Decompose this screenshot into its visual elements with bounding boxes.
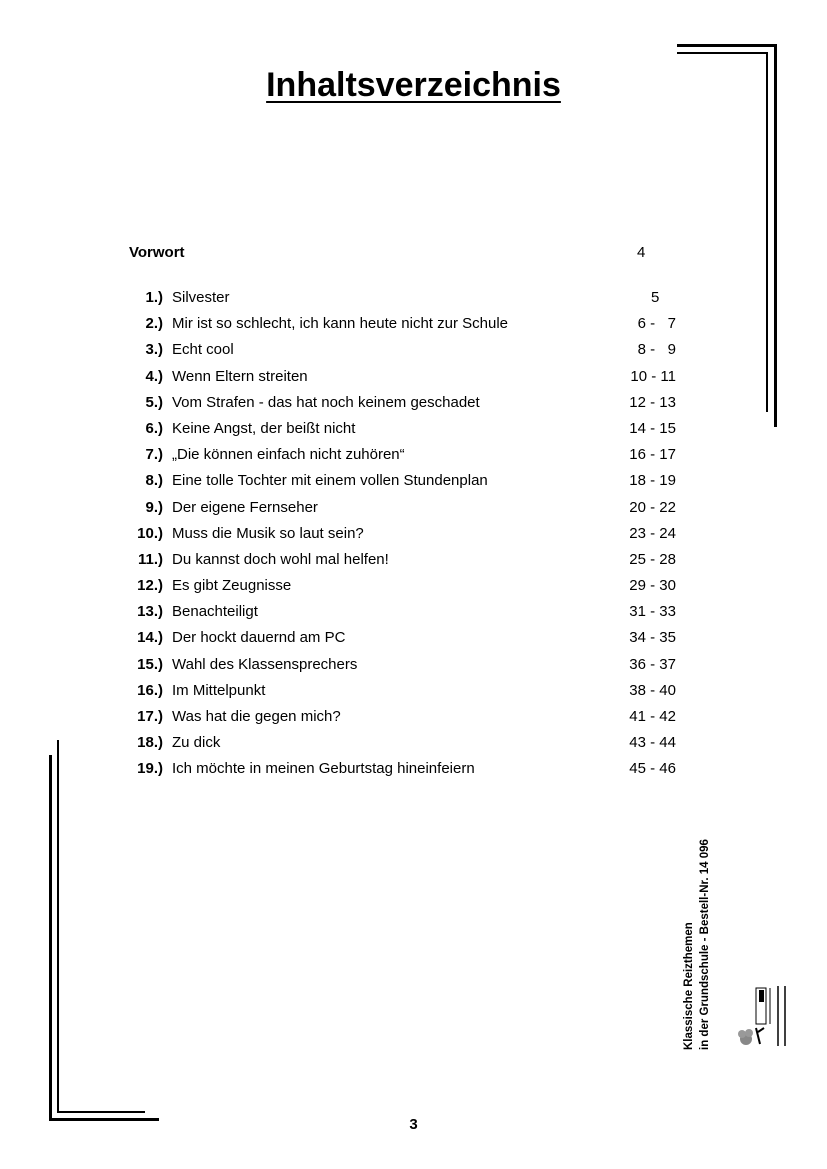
table-of-contents [0,289,827,787]
toc-entry [0,577,827,603]
toc-entry [0,734,827,760]
toc-entry [0,656,827,682]
toc-entry-number: 12.) [137,577,163,595]
toc-entry-pages: 29 - 30 [629,577,676,595]
toc-entry-number: 17.) [137,708,163,725]
toc-entry-pages: 34 - 35 [629,629,676,647]
toc-entry-pages: 10 - 11 [630,367,676,385]
toc-entry [0,289,827,315]
frame-line-left-inner [57,740,59,1113]
toc-entry [0,499,827,525]
toc-entry [0,682,827,708]
toc-entry-pages: 12 - 13 [629,393,676,411]
vorwort-label: Vorwort [129,244,185,261]
toc-entry-number: 4.) [145,367,163,385]
toc-entry-number: 15.) [137,655,163,673]
toc-entry-number: 3.) [145,341,163,359]
toc-entry-title: „Die können einfach nicht zuhören“ [172,446,405,464]
toc-entry-title: Keine Angst, der beißt nicht [172,419,356,437]
toc-entry-pages: 23 - 24 [629,524,676,542]
toc-entry [0,394,827,420]
toc-entry-title: Du kannst doch wohl mal helfen! [172,550,389,568]
frame-line-top-inner [677,52,768,54]
toc-entry-number: 9.) [145,498,163,516]
toc-entry-pages: 8 - 9 [637,341,676,359]
toc-entry-pages: 18 - 19 [629,472,676,490]
toc-entry-pages: 14 - 15 [629,419,676,437]
frame-line-bottom-inner [57,1111,145,1113]
toc-entry-title: Silvester [172,289,230,306]
toc-entry-pages: 45 - 46 [629,760,676,778]
sidebar-book-info [682,839,712,1050]
toc-entry [0,446,827,472]
toc-entry-title: Es gibt Zeugnisse [172,577,292,595]
toc-entry-title: Im Mittelpunkt [172,681,266,699]
toc-entry-pages: 16 - 17 [629,446,676,464]
kohl-logo-icon [736,982,790,1050]
sidebar-order-number: in der Grundschule - Bestell-Nr. 14 096 [699,839,711,1050]
toc-entry-title: Eine tolle Tochter mit einem vollen Stundenplan [172,472,488,490]
toc-entry-title: Der eigene Fernseher [172,498,318,516]
toc-entry-title: Muss die Musik so laut sein? [172,524,364,542]
toc-entry-pages: 5 [650,289,676,306]
toc-entry-pages: 20 - 22 [629,498,676,516]
toc-entry-title: Wahl des Klassensprechers [172,655,358,673]
toc-entry-title: Was hat die gegen mich? [172,708,341,725]
toc-entry [0,629,827,655]
frame-line-top-outer [677,44,777,47]
toc-entry-pages: 41 - 42 [629,708,676,725]
toc-entry [0,420,827,446]
toc-entry-title: Wenn Eltern streiten [172,367,308,385]
toc-entry-title: Ich möchte in meinen Geburtstag hineinfeiern [172,760,475,778]
toc-entry-number: 16.) [137,681,163,699]
toc-entry-number: 10.) [137,524,163,542]
sidebar-book-title: Klassische Reizthemen [683,922,695,1050]
toc-entry-title: Zu dick [172,734,221,752]
toc-entry-title: Echt cool [172,341,234,359]
toc-entry [0,368,827,394]
toc-entry [0,341,827,367]
toc-entry-number: 19.) [137,760,163,778]
toc-entry-title: Vom Strafen - das hat noch keinem geschadet [172,393,480,411]
toc-entry-pages: 25 - 28 [629,550,676,568]
vorwort-pages: 4 [637,244,646,261]
toc-entry [0,525,827,551]
toc-entry-number: 13.) [137,603,163,621]
toc-entry-pages: 38 - 40 [629,681,676,699]
toc-entry [0,315,827,341]
toc-entry-title: Mir ist so schlecht, ich kann heute nicht zur Schule [172,315,508,333]
toc-entry-pages: 6 - 7 [637,315,676,333]
toc-entry [0,551,827,577]
toc-entry [0,472,827,498]
toc-entry-number: 2.) [145,315,163,333]
toc-entry-pages: 43 - 44 [629,734,676,752]
toc-entry [0,708,827,734]
toc-entry [0,760,827,786]
toc-entry-number: 8.) [145,472,163,490]
toc-entry-number: 6.) [145,419,163,437]
toc-entry-number: 11.) [137,550,163,568]
toc-entry [0,603,827,629]
page-title: Inhaltsverzeichnis [266,66,561,104]
toc-entry-number: 18.) [137,734,163,752]
toc-entry-pages: 36 - 37 [629,655,676,673]
toc-entry-number: 1.) [145,289,163,306]
toc-entry-title: Benachteiligt [172,603,258,621]
frame-line-left-outer [49,755,52,1121]
toc-entry-number: 14.) [137,629,163,647]
toc-entry-title: Der hockt dauernd am PC [172,629,346,647]
toc-entry-pages: 31 - 33 [629,603,676,621]
toc-entry-number: 7.) [145,446,163,464]
page-number: 3 [409,1116,418,1133]
toc-entry-number: 5.) [145,393,163,411]
